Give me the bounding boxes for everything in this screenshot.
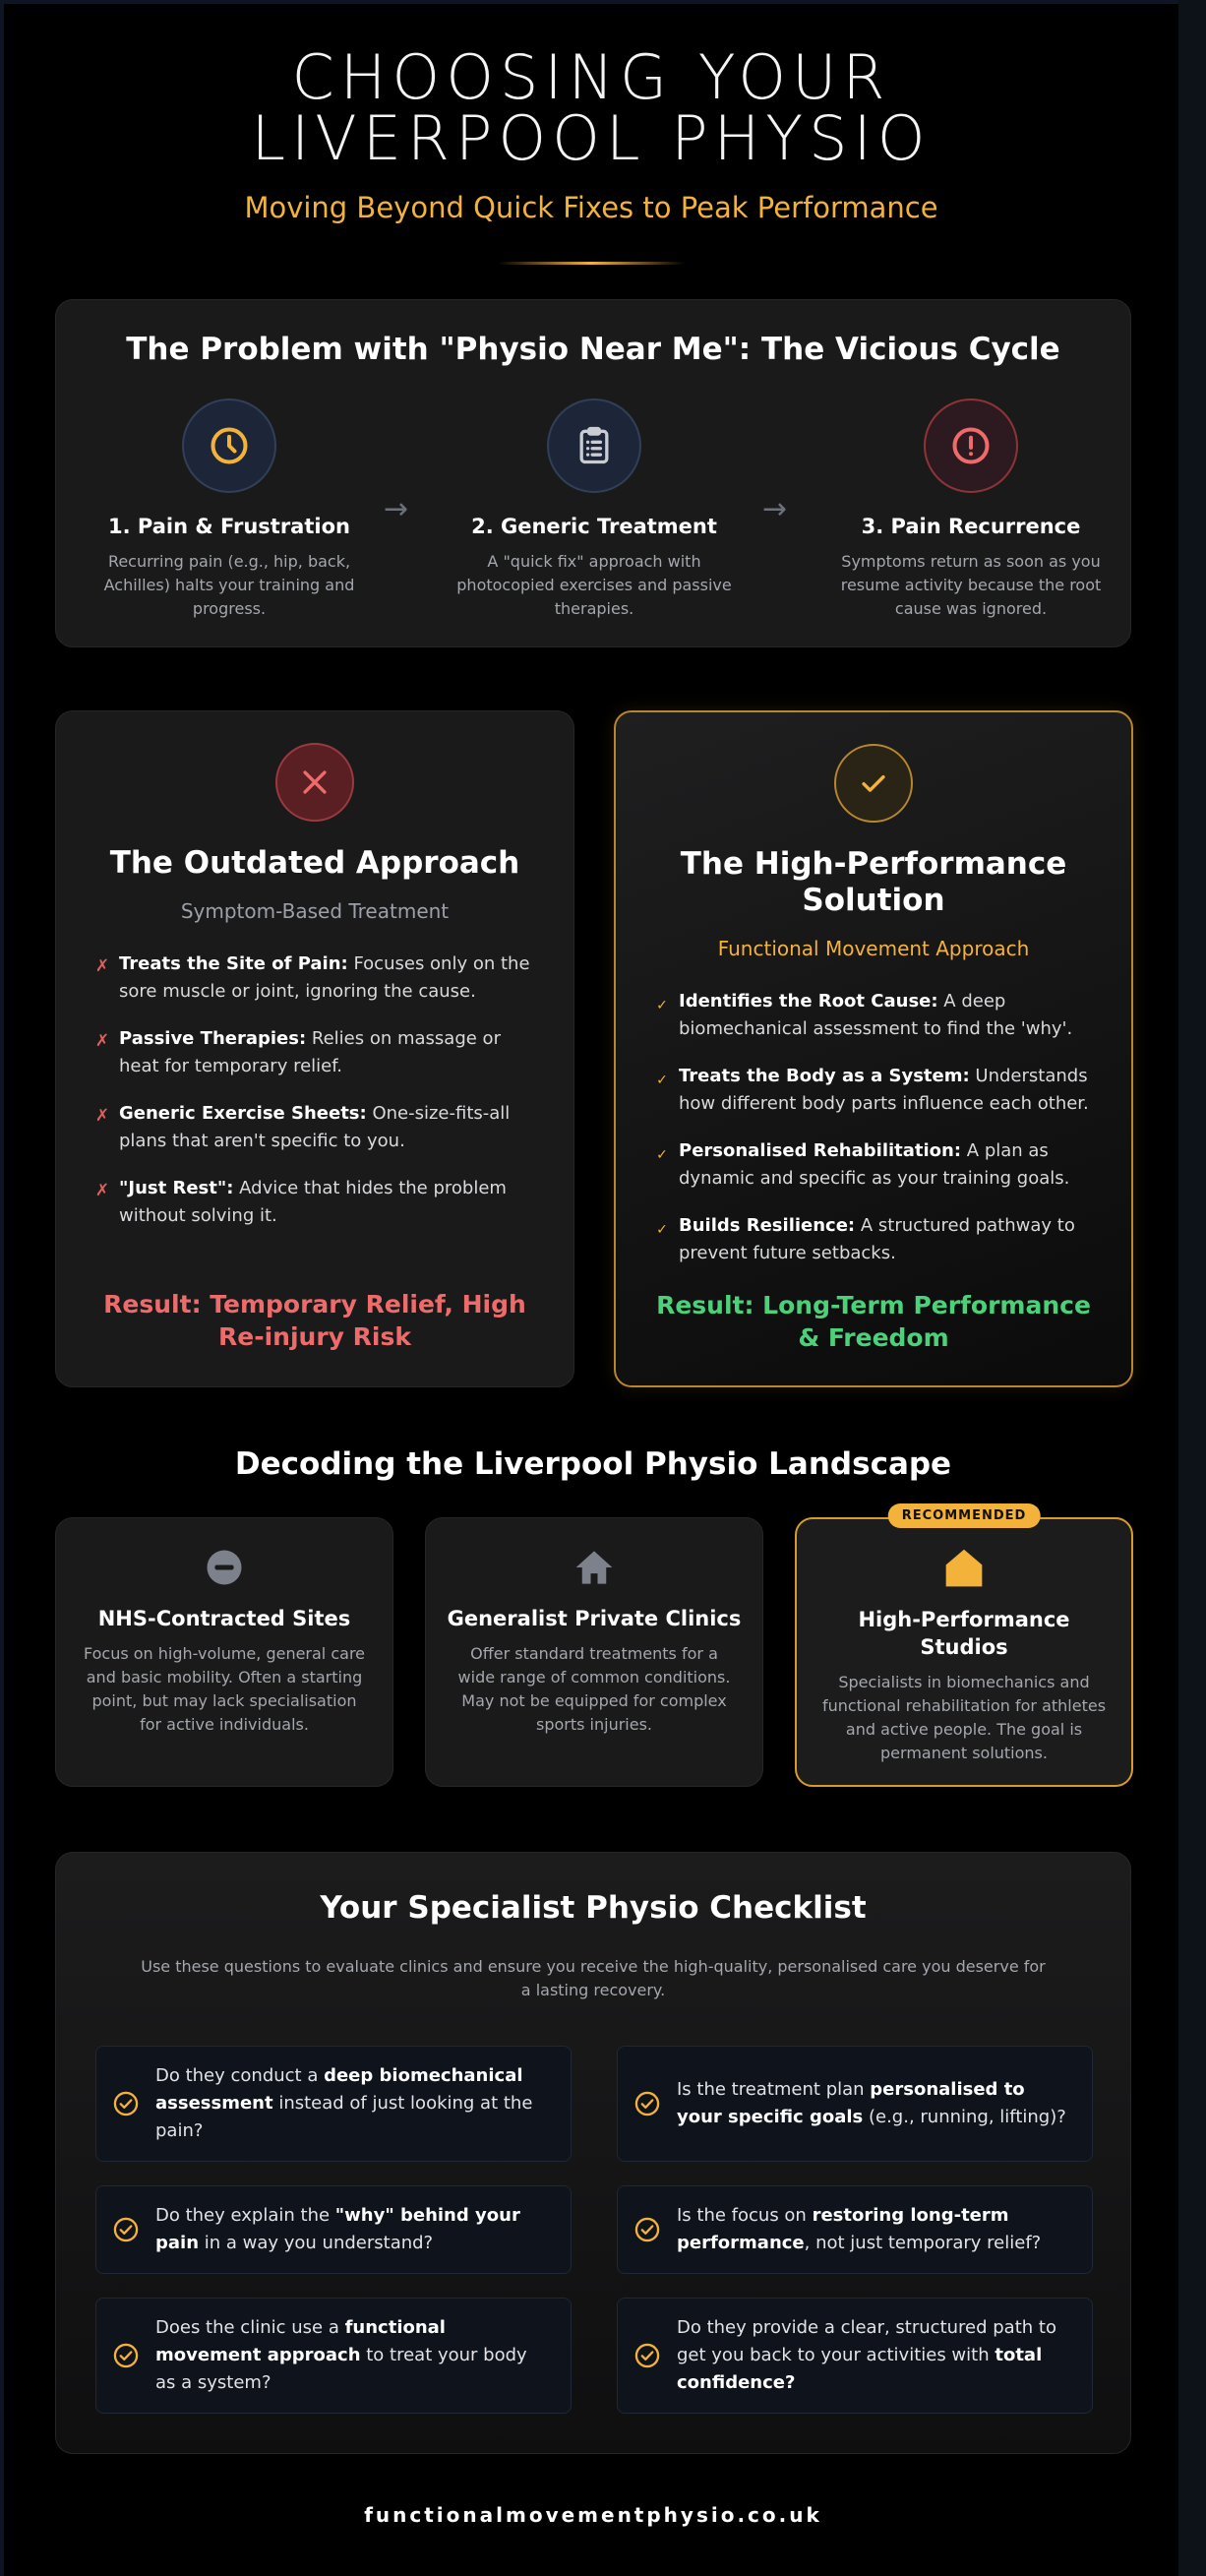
outdated-result: Result: Temporary Relief, High Re-injury Risk xyxy=(103,1290,526,1351)
item-text-bold: deep biomechanical assessment xyxy=(155,2065,523,2114)
list-item xyxy=(86,951,534,1006)
check-circle-icon xyxy=(633,2342,661,2369)
clinic-text: Focus on high-volume, general care and basic mobility. Often a starting point, but may lack specialisation for active individuals. xyxy=(83,1644,366,1734)
footer-domain-link[interactable]: functionalmovementphysio.co.uk xyxy=(364,2503,822,2527)
cycle-step-title: 3. Pain Recurrence xyxy=(861,515,1081,538)
point-text: A plan as dynamic and specific as your training goals. xyxy=(679,1140,1070,1189)
cycle-step-text: Recurring pain (e.g., hip, back, Achilles) halts your training and progress. xyxy=(103,552,355,618)
cycle-step-title: 2. Generic Treatment xyxy=(471,515,717,538)
point-text: Understands how different body parts influence each other. xyxy=(679,1066,1089,1114)
checklist-item-text xyxy=(677,2202,1072,2257)
checklist-item-text xyxy=(155,2202,551,2257)
solution-result: Result: Long-Term Performance & Freedom xyxy=(656,1291,1091,1352)
item-text-pre: Do they conduct a xyxy=(155,2065,325,2086)
item-text-bold: "why" behind your pain xyxy=(155,2205,520,2253)
vicious-cycle-card xyxy=(55,299,1131,647)
minus-circle-icon xyxy=(203,1546,246,1589)
checklist-title: Your Specialist Physio Checklist xyxy=(320,1890,867,1926)
check-circle-icon xyxy=(112,2342,140,2369)
point-text: One-size-fits-all plans that aren't specific to you. xyxy=(119,1103,511,1151)
item-text-pre: Do they explain the xyxy=(155,2205,335,2226)
cycle-step-recurrence xyxy=(833,399,1109,621)
clinic-text: Offer standard treatments for a wide range of common conditions. May not be equipped for complex sports injuries. xyxy=(457,1644,731,1734)
cycle-step-pain xyxy=(91,399,367,621)
arrow-right-icon: → xyxy=(384,492,409,526)
point-text: Focuses only on the sore muscle or joint, ignoring the cause. xyxy=(119,953,530,1002)
x-icon xyxy=(275,743,354,822)
checklist-intro: Use these questions to evaluate clinics and ensure you receive the high-quality, personalised care you deserve for a lasting recovery. xyxy=(141,1957,1046,1999)
solution-subtitle: Functional Movement Approach xyxy=(717,937,1030,960)
point-label: Generic Exercise Sheets: xyxy=(119,1103,367,1124)
checklist-item xyxy=(617,2046,1093,2162)
vicious-cycle-title: The Problem with "Physio Near Me": The Vicious Cycle xyxy=(126,332,1060,367)
pentagon-icon xyxy=(942,1547,986,1590)
outdated-subtitle: Symptom-Based Treatment xyxy=(180,899,450,923)
checkmark-icon: ✓ xyxy=(656,1147,668,1163)
item-text-pre: Does the clinic use a xyxy=(155,2317,345,2338)
page-subtitle: Moving Beyond Quick Fixes to Peak Performance xyxy=(244,191,938,224)
landscape-title: Decoding the Liverpool Physio Landscape xyxy=(234,1446,952,1482)
point-text: Advice that hides the problem without solving it. xyxy=(119,1178,507,1226)
check-icon xyxy=(834,744,913,823)
arrow-right-icon: → xyxy=(762,492,788,526)
item-text-bold: total confidence? xyxy=(677,2345,1043,2393)
check-circle-icon xyxy=(633,2090,661,2117)
cross-icon: ✗ xyxy=(94,956,110,976)
checklist-item-text xyxy=(677,2314,1072,2397)
recommended-badge: RECOMMENDED xyxy=(888,1503,1041,1528)
cycle-step-text: A "quick fix" approach with photocopied exercises and passive therapies. xyxy=(456,552,732,618)
clinic-title: Generalist Private Clinics xyxy=(447,1607,742,1630)
item-text-post: instead of just looking at the pain? xyxy=(155,2093,533,2141)
outdated-approach-card xyxy=(55,710,574,1387)
item-text-bold: personalised to your specific goals xyxy=(677,2079,1025,2127)
solution-points xyxy=(616,988,1131,1267)
page-title: CHOOSING YOUR LIVERPOOL PHYSIO xyxy=(251,41,932,174)
list-item xyxy=(86,1025,534,1080)
item-text-post: to treat your body as a system? xyxy=(155,2345,527,2393)
outdated-title: The Outdated Approach xyxy=(109,845,520,881)
point-label: Passive Therapies: xyxy=(119,1028,307,1049)
solution-title: The High-Performance Solution xyxy=(680,846,1067,918)
list-item xyxy=(645,1063,1092,1118)
check-circle-icon xyxy=(633,2216,661,2243)
list-item xyxy=(86,1175,534,1230)
title-divider xyxy=(498,262,685,265)
clinic-card-generalist xyxy=(425,1517,763,1787)
item-text-post: in a way you understand? xyxy=(199,2233,434,2253)
alert-icon xyxy=(924,399,1018,493)
house-icon xyxy=(573,1546,616,1589)
checklist-item-text xyxy=(677,2076,1072,2131)
clinic-card-high-performance xyxy=(795,1508,1133,1787)
cross-icon: ✗ xyxy=(94,1106,110,1126)
checklist-item xyxy=(95,2046,572,2162)
point-label: Identifies the Root Cause: xyxy=(679,991,938,1012)
checklist-item xyxy=(617,2298,1093,2414)
checklist-item-text xyxy=(155,2062,551,2145)
checkmark-icon: ✓ xyxy=(656,1222,668,1238)
item-text-bold: functional movement approach xyxy=(155,2317,446,2365)
clinic-title: NHS-Contracted Sites xyxy=(97,1607,351,1630)
point-label: Treats the Site of Pain: xyxy=(119,953,348,974)
point-text: Relies on massage or heat for temporary relief. xyxy=(119,1028,501,1076)
list-item xyxy=(645,1212,1092,1267)
point-label: Builds Resilience: xyxy=(679,1215,856,1236)
clock-icon xyxy=(182,399,276,493)
item-text-bold: restoring long-term performance xyxy=(677,2205,1009,2253)
cross-icon: ✗ xyxy=(94,1031,110,1051)
list-item xyxy=(645,988,1092,1043)
solution-card xyxy=(614,710,1133,1387)
clipboard-icon xyxy=(547,399,641,493)
point-label: Personalised Rehabilitation: xyxy=(679,1140,962,1161)
checklist-item-text xyxy=(155,2314,551,2397)
point-label: "Just Rest": xyxy=(119,1178,234,1198)
check-circle-icon xyxy=(112,2090,140,2117)
clinic-title: High-Performance Studios xyxy=(858,1608,1070,1659)
item-text-pre: Is the focus on xyxy=(677,2205,813,2226)
item-text-post: (e.g., running, lifting)? xyxy=(863,2107,1066,2127)
cycle-step-generic xyxy=(456,399,732,621)
point-label: Treats the Body as a System: xyxy=(679,1066,970,1086)
checklist-item xyxy=(95,2298,572,2414)
item-text-pre: Is the treatment plan xyxy=(677,2079,871,2100)
check-circle-icon xyxy=(112,2216,140,2243)
list-item xyxy=(86,1100,534,1155)
checklist-item xyxy=(95,2185,572,2274)
cycle-step-text: Symptoms return as soon as you resume activity because the root cause was ignored. xyxy=(840,552,1102,618)
checkmark-icon: ✓ xyxy=(656,1073,668,1088)
cross-icon: ✗ xyxy=(94,1181,110,1200)
checklist-item xyxy=(617,2185,1093,2274)
page-edge xyxy=(1178,0,1206,2576)
cycle-step-title: 1. Pain & Frustration xyxy=(108,515,350,538)
clinic-card-nhs xyxy=(55,1517,393,1787)
point-text: A deep biomechanical assessment to find the 'why'. xyxy=(679,991,1073,1039)
checklist-card xyxy=(55,1852,1131,2454)
outdated-points xyxy=(56,951,573,1230)
clinic-text: Specialists in biomechanics and functional rehabilitation for athletes and active people. The goal is permanent solutions. xyxy=(821,1673,1107,1762)
list-item xyxy=(645,1137,1092,1193)
point-text: A structured pathway to prevent future setbacks. xyxy=(679,1215,1075,1263)
header xyxy=(4,4,1178,265)
item-text-post: , not just temporary relief? xyxy=(804,2233,1042,2253)
item-text-pre: Do they provide a clear, structured path to get you back to your activities with xyxy=(677,2317,1056,2365)
checkmark-icon: ✓ xyxy=(656,998,668,1013)
